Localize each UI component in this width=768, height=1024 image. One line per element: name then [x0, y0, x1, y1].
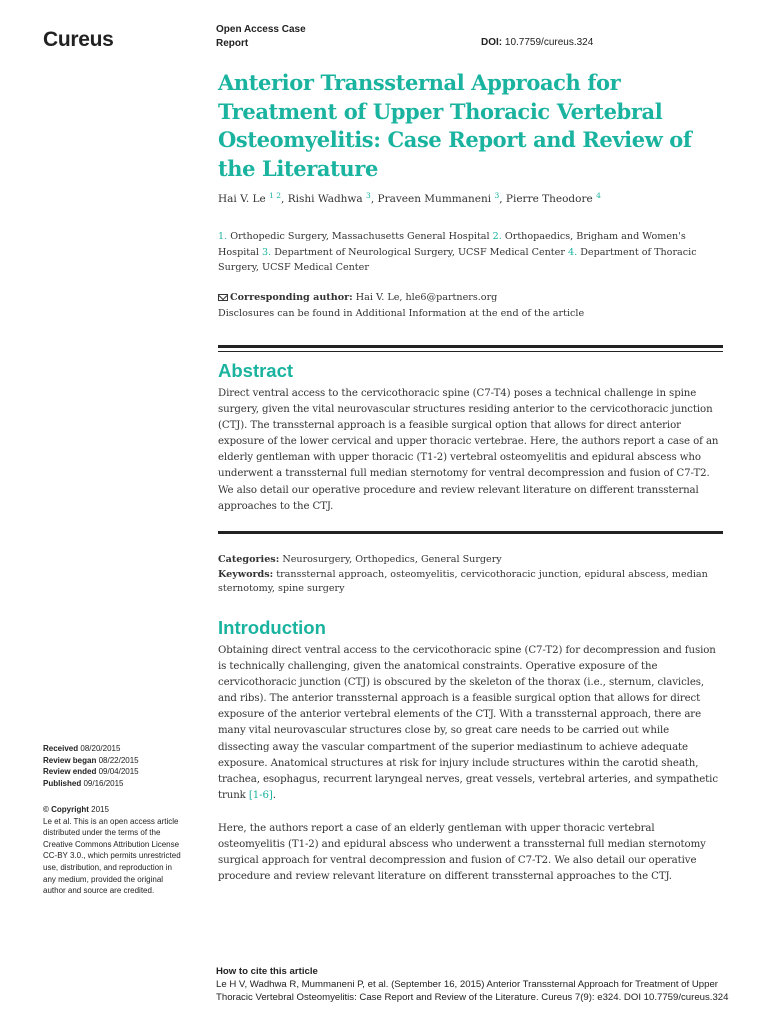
categories-label: Categories: [218, 554, 280, 565]
review-began-date: 08/22/2015 [98, 755, 139, 765]
doi-value[interactable]: 10.7759/cureus.324 [504, 37, 594, 48]
review-ended-label: Review ended [43, 767, 97, 777]
published-label: Published [43, 778, 82, 788]
how-to-cite [216, 965, 736, 1004]
corresponding-author [218, 290, 728, 321]
citation-link[interactable]: [1-6] [248, 789, 273, 801]
author-list: Hai V. Le $^{1 2}$, Rishi Wadhwa $^3$, Praveen Mummaneni $^3$, Pierre Theodore $^4$ [218, 191, 601, 205]
keywords-label: Keywords: [218, 568, 274, 580]
doi [481, 37, 593, 48]
categories-value: Neurosurgery, Orthopedics, General Surgery [282, 554, 502, 565]
abstract-text: Direct ventral access to the cervicothoracic spine (C7-T4) poses a technical challenge in spine surgery, given the vital neurovascular structures residing anterior to the cervicothoracic junction (CTJ). The transsternal approach is a feasible surgical option that allows for direct anterior exposure of the lower cervical and upper thoracic vertebrae. Here, the authors report a case of an elderly gentleman with upper thoracic (T1-2) vertebral osteomyelitis and epidural abscess who underwent a transsternal full median sternotomy for ventral decompression and fusion of C7-T2. We also detail our operative procedure and review relevant literature on different transsternal approaches to the CTJ. [218, 388, 719, 512]
doi-label: DOI: [481, 37, 503, 48]
copyright-year: 2015 [91, 805, 109, 814]
author-affiliation-sup: 3 [494, 191, 500, 200]
abstract-heading: Abstract [218, 360, 294, 381]
how-to-cite-heading: How to cite this article [216, 966, 318, 977]
affiliation-text: Department of Thoracic Surgery, UCSF Medical Center [218, 246, 697, 273]
intro-p1-end: . [272, 789, 276, 801]
author-name[interactable]: Hai V. Le [218, 193, 266, 205]
received-date: 08/20/2015 [80, 744, 121, 753]
license-text: Le et al. This is an open access article distributed under the terms of the Creative Commons Attribution License CC-BY 3.0., which permits unrestricted use, distribution, and reproduction in any medium, provided the original author and source are credited. [43, 816, 181, 896]
introduction-heading: Introduction [218, 617, 326, 638]
envelope-icon [218, 294, 228, 301]
introduction-paragraph-2: Here, the authors report a case of an elderly gentleman with upper thoracic vertebral osteomyelitis (T1-2) and epidural abscess who underwent a transsternal full median sternotomy surgical approach for ventral decompression and fusion of C7-T2. We also detail our operative procedure and review relevant literature on different transsternal approaches to the CTJ. [218, 823, 706, 883]
affiliation-text: Department of Neurological Surgery, UCSF Medical Center [274, 246, 565, 258]
review-ended-date: 09/04/2015 [98, 767, 139, 777]
keywords-value: transsternal approach, osteomyelitis, cervicothoracic junction, epidural abscess, median sternotomy, spine surgery [218, 568, 708, 594]
author-affiliation-sup: 4 [596, 191, 601, 200]
journal-logo: Cureus [43, 28, 114, 51]
affiliation-text: Orthopedic Surgery, Massachusetts General Hospital [230, 231, 490, 242]
author-name[interactable]: Rishi Wadhwa [287, 193, 363, 205]
article-dates [43, 743, 193, 789]
abstract-divider [218, 531, 723, 534]
author-affiliation-sup: 1 2 [269, 191, 282, 200]
copyright-block [43, 804, 185, 897]
affiliation-text: Orthopaedics, Brigham and Women's Hospital [218, 231, 686, 258]
corresponding-label: Corresponding author: [230, 292, 353, 303]
disclosures-note: Disclosures can be found in Additional Information at the end of the article [218, 307, 585, 319]
article-title: Anterior Transsternal Approach for Treatment of Upper Thoracic Vertebral Osteomyelitis: Case Report and Review of the Literature [218, 70, 692, 181]
review-began-label: Review began [43, 755, 97, 765]
categories-keywords [218, 553, 723, 597]
article-type [216, 23, 336, 51]
affiliation-number: 3. [261, 246, 272, 258]
how-to-cite-text: Le H V, Wadhwa R, Mummaneni P, et al. (September 16, 2015) Anterior Transsternal Approach for Treatment of Upper Thoracic Vertebral Osteomyelitis: Case Report and Review of the Literature. Cureus 7(9): e324. DOI 10.7759/cureus.324 [216, 979, 729, 1003]
author-name[interactable]: Praveen Mummaneni [377, 193, 492, 205]
received-label: Received [43, 744, 79, 753]
section-divider-thick [218, 345, 723, 348]
intro-p1-text: Obtaining direct ventral access to the cervicothoracic spine (C7-T2) for decompression and fusion is technically challenging, given the anatomical constraints. Operative exposure of the cervicothoracic junction (CTJ) is obscured by the skeleton of the thorax (i.e., sternum, clavicles, and ribs). The anterior transsternal approach is a feasible surgical option that allows for direct exposure of the anterior vertebral elements of the CTJ. With a transsternal approach, there are many vital neurovascular structures close by, so great care needs to be carried out while dissecting away the vascular compartment of the superior mediastinum to achieve adequate exposure. Anatomical structures at risk for injury include structures within the carotid sheath, trachea, esophagus, recurrent laryngeal nerves, great vessels, vertebral arteries, and sympathetic trunk [218, 645, 718, 801]
affiliation-number: 1. [218, 231, 228, 242]
affiliations [218, 229, 728, 276]
author-name[interactable]: Pierre Theodore [505, 193, 593, 205]
article-type-line1: Open Access Case [216, 24, 306, 35]
published-date: 09/16/2015 [83, 778, 124, 788]
author-affiliation-sup: 3 [366, 191, 371, 200]
affiliation-number: 2. [492, 231, 502, 242]
affiliation-number: 4. [567, 246, 578, 258]
article-type-line2: Report [216, 38, 249, 49]
introduction-paragraph-1 [218, 643, 723, 804]
copyright-label: © Copyright [43, 805, 89, 814]
corresponding-value[interactable]: Hai V. Le, hle6@partners.org [355, 292, 498, 303]
section-divider-thin [218, 351, 723, 352]
